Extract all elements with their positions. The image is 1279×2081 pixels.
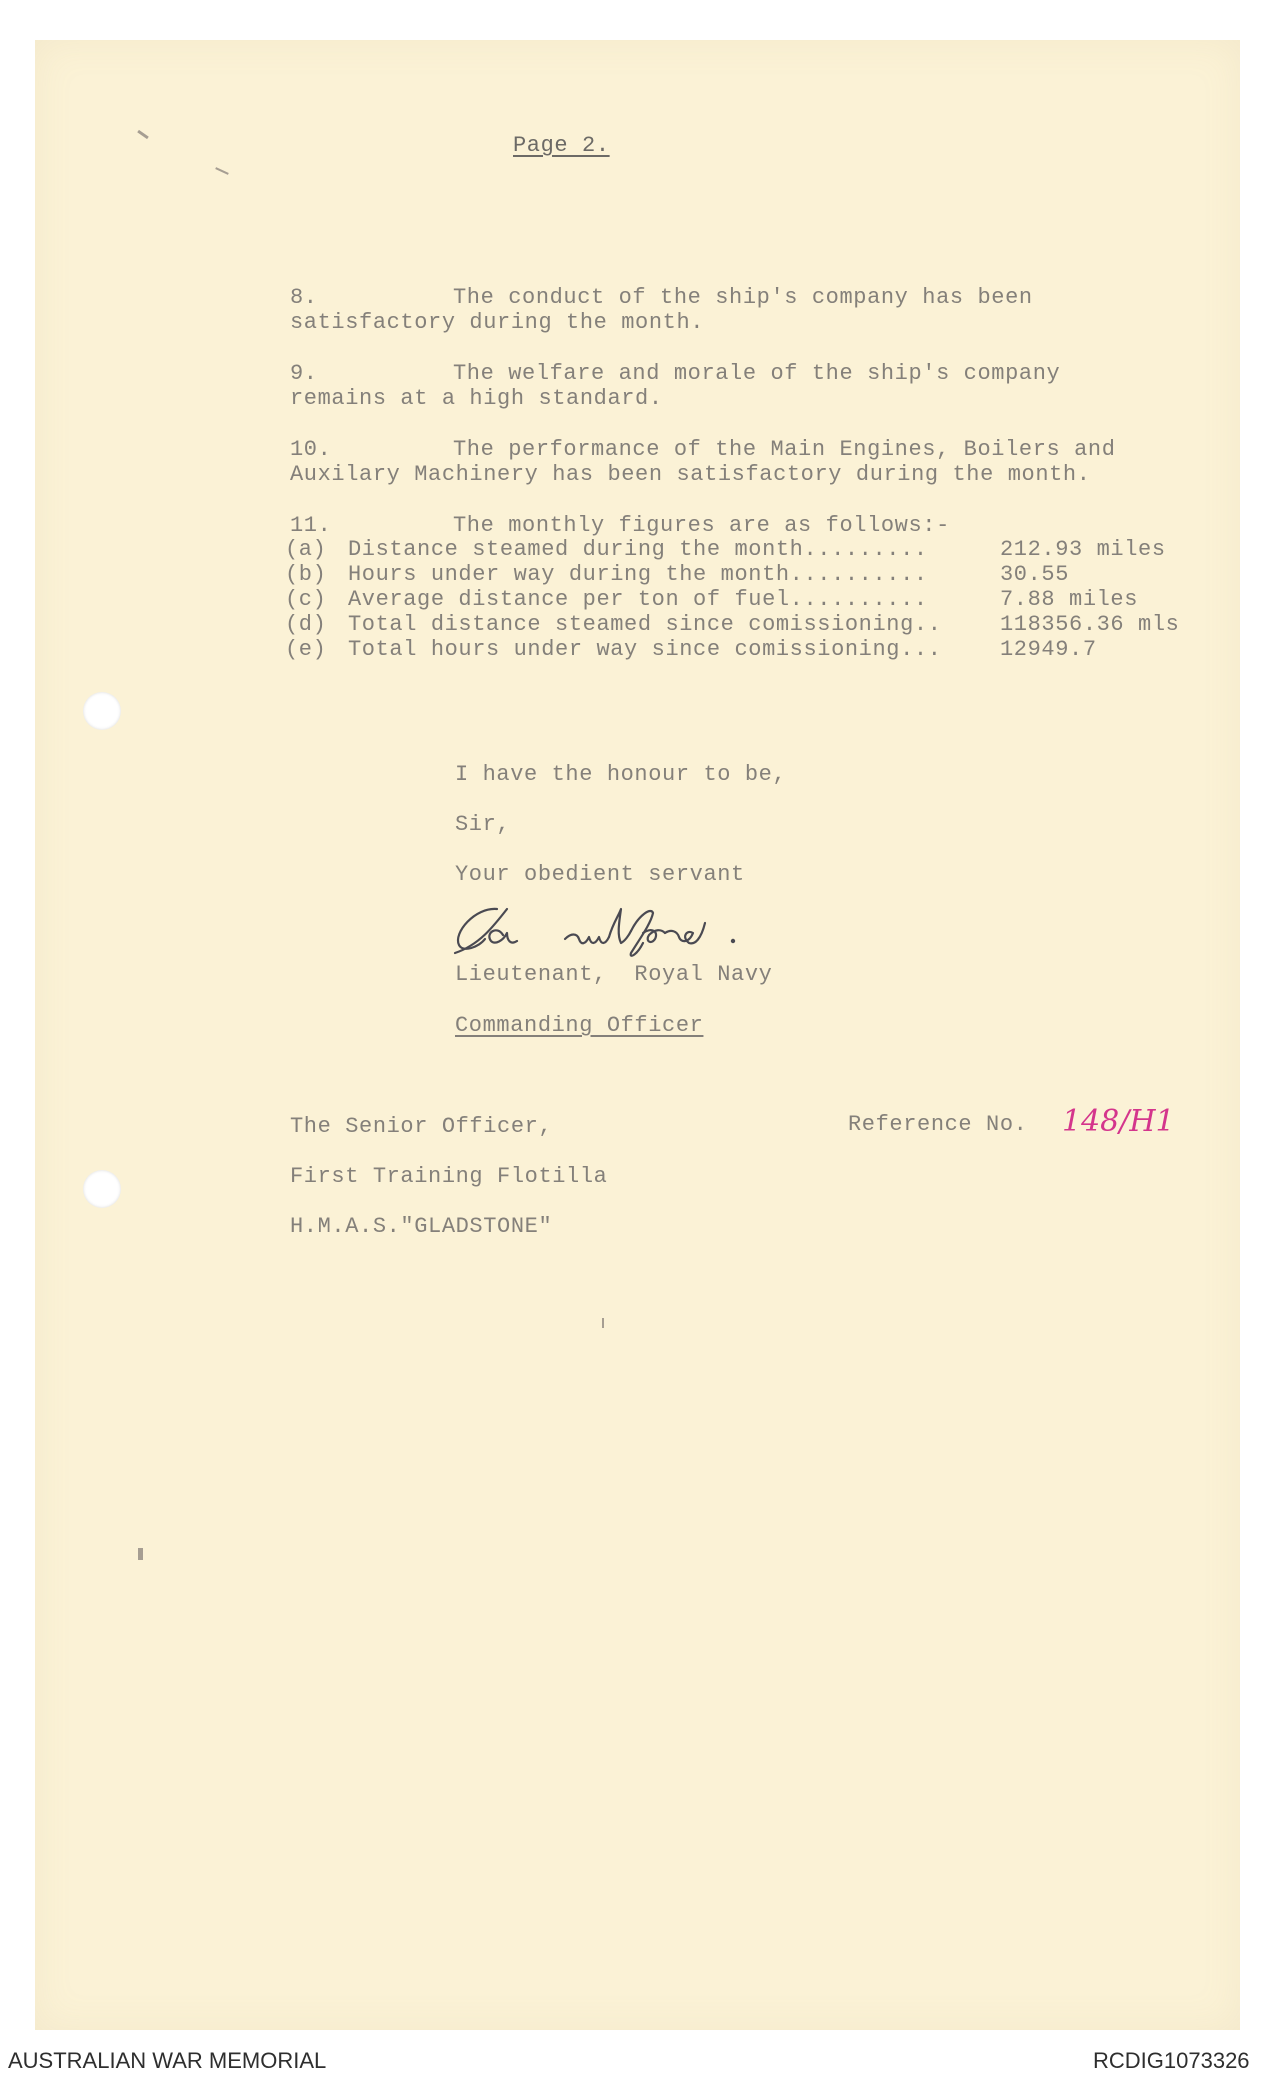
addressee-line2: First Training Flotilla	[290, 1164, 608, 1189]
paragraph-9-line2: remains at a high standard.	[290, 386, 663, 411]
figure-item-label: (e)	[285, 637, 327, 662]
figure-item-value: 12949.7	[1000, 637, 1097, 662]
paragraph-10-number: 10.	[290, 437, 332, 462]
closing-rank: Lieutenant, Royal Navy	[455, 962, 773, 987]
closing-role: Commanding Officer	[455, 1013, 704, 1038]
figure-item-text: Average distance per ton of fuel..........	[348, 587, 928, 612]
figure-item-value: 30.55	[1000, 562, 1070, 587]
reference-label: Reference No.	[848, 1112, 1028, 1137]
page-heading: Page 2.	[513, 133, 610, 158]
figure-item-text: Hours under way during the month..........	[348, 562, 928, 587]
paragraph-10-line2: Auxilary Machinery has been satisfactory during the month.	[290, 462, 1091, 487]
paragraph-8-number: 8.	[290, 285, 318, 310]
paper-mark	[602, 1318, 604, 1328]
figure-item-value: 212.93 miles	[1000, 537, 1166, 562]
paper-mark	[138, 1548, 143, 1560]
punch-hole-top	[83, 692, 121, 730]
footer-item-id: RCDIG1073326	[1093, 2048, 1250, 2073]
figure-item-label: (b)	[285, 562, 327, 587]
figure-item-label: (d)	[285, 612, 327, 637]
figure-item-label: (c)	[285, 587, 327, 612]
paragraph-11-number: 11.	[290, 513, 332, 538]
paragraph-9-number: 9.	[290, 361, 318, 386]
figure-item-value: 118356.36 mls	[1000, 612, 1180, 637]
reference-number: 148/H1	[1062, 1104, 1175, 1139]
figures-intro: The monthly figures are as follows:-	[453, 513, 950, 538]
signature-image	[445, 893, 805, 963]
figure-item-value: 7.88 miles	[1000, 587, 1139, 612]
closing-honour: I have the honour to be,	[455, 762, 787, 787]
figure-item-label: (a)	[285, 537, 327, 562]
figure-item-text: Distance steamed during the month.........	[348, 537, 928, 562]
closing-salutation: Sir,	[455, 812, 511, 837]
addressee-line1: The Senior Officer,	[290, 1114, 553, 1139]
figure-item-text: Total distance steamed since comissioning..	[348, 612, 942, 637]
paragraph-8-line1: The conduct of the ship's company has been	[453, 285, 1033, 310]
footer-institution: AUSTRALIAN WAR MEMORIAL	[8, 2048, 327, 2073]
paragraph-9-line1: The welfare and morale of the ship's company	[453, 361, 1061, 386]
paragraph-10-line1: The performance of the Main Engines, Boilers and	[453, 437, 1116, 462]
punch-hole-bottom	[83, 1170, 121, 1208]
addressee-line3: H.M.A.S."GLADSTONE"	[290, 1214, 553, 1239]
paragraph-8-line2: satisfactory during the month.	[290, 310, 705, 335]
closing-servant: Your obedient servant	[455, 862, 745, 887]
figure-item-text: Total hours under way since comissioning...	[348, 637, 942, 662]
